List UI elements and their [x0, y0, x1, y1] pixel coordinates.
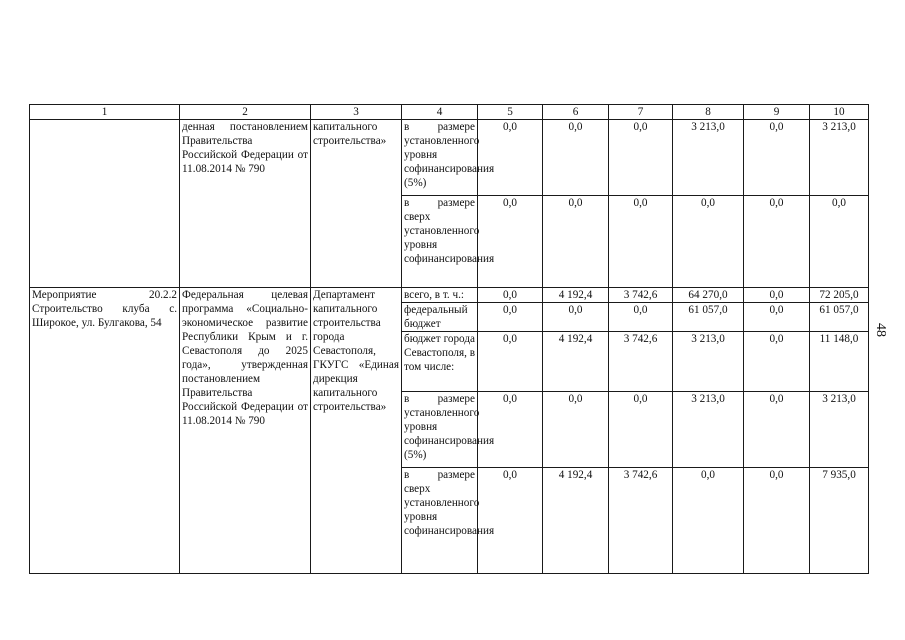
funding-type-cell: бюджет города Севастополя, в том числе:: [402, 332, 478, 392]
value-cell: 3 213,0: [673, 120, 744, 196]
value-cell: 0,0: [744, 120, 810, 196]
value-cell: 72 205,0: [810, 288, 869, 303]
table-row: [30, 120, 869, 196]
executor-cell: капитального строительства»: [311, 120, 402, 288]
value-cell: 0,0: [673, 196, 744, 288]
col-header: 7: [609, 105, 673, 120]
value-cell: 7 935,0: [810, 468, 869, 574]
value-cell: 64 270,0: [673, 288, 744, 303]
value-cell: 0,0: [478, 332, 543, 392]
value-cell: 0,0: [744, 468, 810, 574]
value-cell: 0,0: [673, 468, 744, 574]
value-cell: 4 192,4: [543, 332, 609, 392]
value-cell: 4 192,4: [543, 468, 609, 574]
value-cell: 0,0: [609, 392, 673, 468]
value-cell: 0,0: [478, 120, 543, 196]
col-header: 4: [402, 105, 478, 120]
value-cell: 4 192,4: [543, 288, 609, 303]
funding-type-cell: в размере установленного уровня софинансирования (5%): [402, 120, 478, 196]
col-header: 9: [744, 105, 810, 120]
value-cell: 0,0: [609, 120, 673, 196]
value-cell: 0,0: [744, 288, 810, 303]
value-cell: 0,0: [744, 392, 810, 468]
value-cell: 0,0: [478, 392, 543, 468]
value-cell: 0,0: [543, 120, 609, 196]
value-cell: 61 057,0: [810, 303, 869, 332]
value-cell: 0,0: [744, 196, 810, 288]
funding-type-cell: всего, в т. ч.:: [402, 288, 478, 303]
col-header: 8: [673, 105, 744, 120]
value-cell: 0,0: [609, 303, 673, 332]
value-cell: 3 742,6: [609, 468, 673, 574]
funding-type-cell: в размере установленного уровня софинансирования (5%): [402, 392, 478, 468]
funding-type-cell: в размере сверх установленного уровня софинансирования: [402, 196, 478, 288]
value-cell: 0,0: [543, 196, 609, 288]
value-cell: 0,0: [744, 332, 810, 392]
col-header: 5: [478, 105, 543, 120]
value-cell: 3 213,0: [810, 392, 869, 468]
value-cell: 0,0: [478, 288, 543, 303]
funding-type-cell: в размере сверх установленного уровня софинансирования: [402, 468, 478, 574]
value-cell: 0,0: [810, 196, 869, 288]
col-header: 1: [30, 105, 180, 120]
value-cell: 11 148,0: [810, 332, 869, 392]
measure-cell: [30, 120, 180, 288]
value-cell: 0,0: [543, 303, 609, 332]
value-cell: 0,0: [478, 196, 543, 288]
value-cell: 3 213,0: [810, 120, 869, 196]
value-cell: 0,0: [478, 468, 543, 574]
value-cell: 0,0: [478, 303, 543, 332]
value-cell: 0,0: [543, 392, 609, 468]
value-cell: 3 742,6: [609, 332, 673, 392]
page-number: 48: [873, 323, 888, 337]
executor-cell: Департамент капитального строительства города Севастополя, ГКУГС «Единая дирекция капитального строительства»: [311, 288, 402, 574]
value-cell: 61 057,0: [673, 303, 744, 332]
budget-table: [29, 104, 869, 574]
col-header: 6: [543, 105, 609, 120]
header-row: [30, 105, 869, 120]
table-row: [30, 288, 869, 303]
measure-cell: Мероприятие 20.2.2 Строительство клуба с. Широкое, ул. Булгакова, 54: [30, 288, 180, 574]
value-cell: 3 213,0: [673, 392, 744, 468]
value-cell: 3 213,0: [673, 332, 744, 392]
col-header: 10: [810, 105, 869, 120]
value-cell: 3 742,6: [609, 288, 673, 303]
program-cell: денная постановлением Правительства Российской Федерации от 11.08.2014 № 790: [180, 120, 311, 288]
value-cell: 0,0: [609, 196, 673, 288]
col-header: 3: [311, 105, 402, 120]
value-cell: 0,0: [744, 303, 810, 332]
col-header: 2: [180, 105, 311, 120]
program-cell: Федеральная целевая программа «Социально-экономическое развитие Республики Крым и г. Севастополя до 2025 года», утвержденная постановлением Правительства Российской Федерации от 11.08.2014 № 790: [180, 288, 311, 574]
funding-type-cell: федеральный бюджет: [402, 303, 478, 332]
